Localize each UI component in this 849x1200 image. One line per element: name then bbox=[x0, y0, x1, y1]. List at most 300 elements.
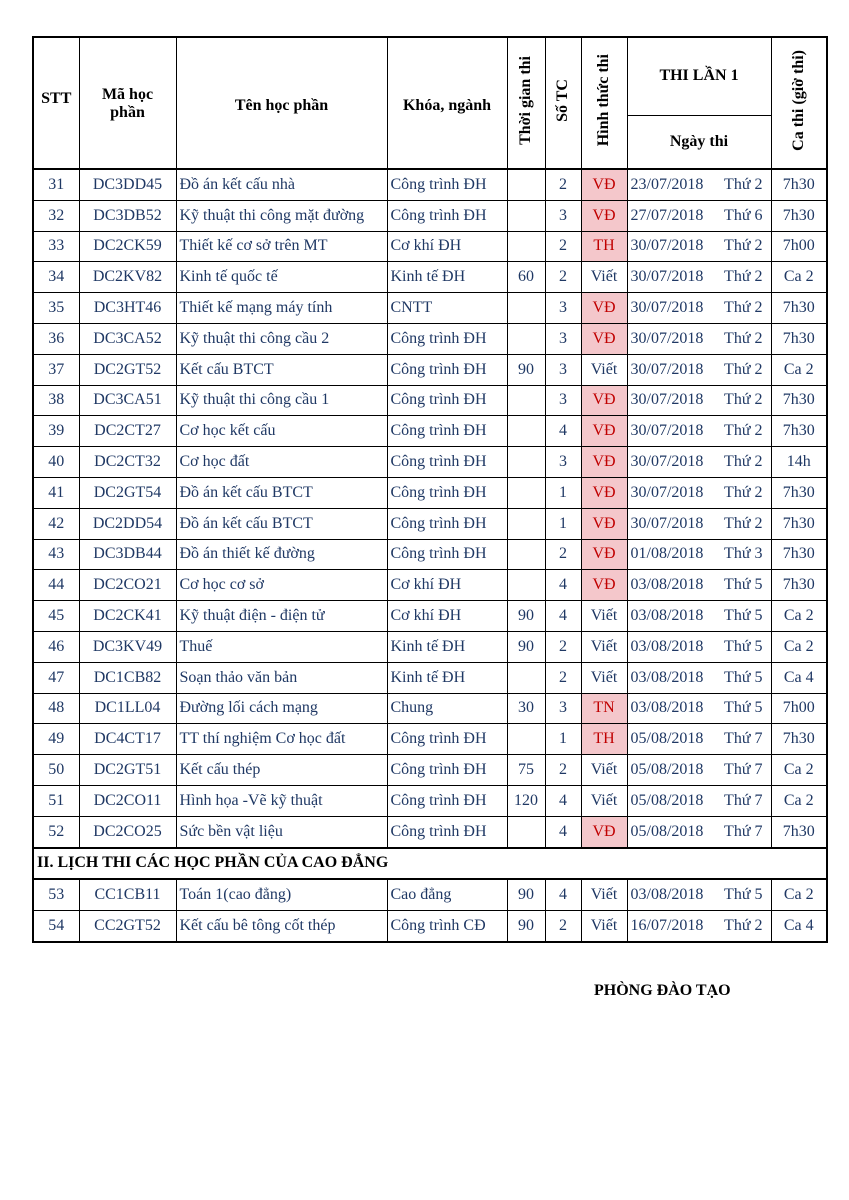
cell-ca-thi: 7h30 bbox=[771, 508, 827, 539]
cell-so-tc: 2 bbox=[545, 755, 581, 786]
cell-stt: 51 bbox=[33, 785, 79, 816]
cell-ngay-thi bbox=[627, 323, 771, 354]
cell-so-tc: 3 bbox=[545, 447, 581, 478]
cell-ma-hoc-phan: DC3HT46 bbox=[79, 293, 176, 324]
cell-ca-thi: Ca 2 bbox=[771, 601, 827, 632]
cell-khoa-nganh: Công trình ĐH bbox=[387, 816, 507, 847]
cell-khoa-nganh: Công trình ĐH bbox=[387, 477, 507, 508]
cell-ngay-thi bbox=[627, 262, 771, 293]
exam-date: 16/07/2018 bbox=[630, 917, 704, 935]
cell-so-tc: 3 bbox=[545, 354, 581, 385]
cell-ma-hoc-phan: DC2CO25 bbox=[79, 816, 176, 847]
cell-ten-hoc-phan: Đồ án kết cấu BTCT bbox=[176, 477, 387, 508]
cell-thoi-gian bbox=[507, 231, 545, 262]
cell-hinh-thuc: VĐ bbox=[581, 477, 627, 508]
cell-hinh-thuc: Viết bbox=[581, 662, 627, 693]
cell-stt: 34 bbox=[33, 262, 79, 293]
exam-weekday: Thứ 2 bbox=[724, 514, 763, 532]
cell-thoi-gian bbox=[507, 724, 545, 755]
exam-weekday: Thứ 7 bbox=[724, 822, 763, 840]
cell-thoi-gian bbox=[507, 293, 545, 324]
cell-hinh-thuc: VĐ bbox=[581, 323, 627, 354]
cell-stt: 41 bbox=[33, 477, 79, 508]
cell-ngay-thi bbox=[627, 785, 771, 816]
cell-stt: 52 bbox=[33, 816, 79, 847]
cell-ma-hoc-phan: DC3KV49 bbox=[79, 631, 176, 662]
cell-ngay-thi bbox=[627, 879, 771, 910]
exam-date: 30/07/2018 bbox=[630, 422, 704, 440]
table-row bbox=[33, 693, 827, 724]
cell-ma-hoc-phan: CC1CB11 bbox=[79, 879, 176, 910]
cell-ten-hoc-phan: Kết cấu bê tông cốt thép bbox=[176, 911, 387, 942]
cell-hinh-thuc: VĐ bbox=[581, 385, 627, 416]
cell-ma-hoc-phan: DC3CA51 bbox=[79, 385, 176, 416]
cell-ngay-thi bbox=[627, 477, 771, 508]
exam-date: 30/07/2018 bbox=[630, 299, 704, 317]
cell-thoi-gian: 75 bbox=[507, 755, 545, 786]
cell-stt: 33 bbox=[33, 231, 79, 262]
cell-thoi-gian bbox=[507, 539, 545, 570]
cell-ma-hoc-phan: DC3DB52 bbox=[79, 200, 176, 231]
cell-khoa-nganh: Cơ khí ĐH bbox=[387, 231, 507, 262]
cell-ca-thi: Ca 2 bbox=[771, 631, 827, 662]
exam-date: 30/07/2018 bbox=[630, 483, 704, 501]
exam-date: 30/07/2018 bbox=[630, 360, 704, 378]
cell-ma-hoc-phan: DC2CT27 bbox=[79, 416, 176, 447]
cell-thoi-gian bbox=[507, 323, 545, 354]
cell-ca-thi: 7h30 bbox=[771, 169, 827, 200]
exam-weekday: Thứ 3 bbox=[724, 545, 763, 563]
exam-weekday: Thứ 2 bbox=[724, 453, 763, 471]
cell-thoi-gian: 90 bbox=[507, 631, 545, 662]
cell-ten-hoc-phan: Kỹ thuật thi công mặt đường bbox=[176, 200, 387, 231]
cell-khoa-nganh: Kinh tế ĐH bbox=[387, 662, 507, 693]
exam-date: 05/08/2018 bbox=[630, 791, 704, 809]
cell-ma-hoc-phan: DC2CO21 bbox=[79, 570, 176, 601]
cell-ma-hoc-phan: DC1CB82 bbox=[79, 662, 176, 693]
cell-ma-hoc-phan: DC1LL04 bbox=[79, 693, 176, 724]
exam-weekday: Thứ 5 bbox=[724, 699, 763, 717]
exam-weekday: Thứ 5 bbox=[724, 668, 763, 686]
cell-ngay-thi bbox=[627, 354, 771, 385]
cell-ca-thi: Ca 2 bbox=[771, 262, 827, 293]
exam-weekday: Thứ 5 bbox=[724, 607, 763, 625]
cell-ten-hoc-phan: Kỹ thuật điện - điện tử bbox=[176, 601, 387, 632]
exam-weekday: Thứ 2 bbox=[724, 268, 763, 286]
cell-hinh-thuc: Viết bbox=[581, 879, 627, 910]
cell-hinh-thuc: Viết bbox=[581, 601, 627, 632]
cell-ngay-thi bbox=[627, 816, 771, 847]
cell-so-tc: 3 bbox=[545, 693, 581, 724]
exam-weekday: Thứ 2 bbox=[724, 483, 763, 501]
table-row bbox=[33, 570, 827, 601]
exam-date: 23/07/2018 bbox=[630, 175, 704, 193]
cell-ca-thi: 7h30 bbox=[771, 200, 827, 231]
cell-hinh-thuc: Viết bbox=[581, 911, 627, 942]
cell-ngay-thi bbox=[627, 911, 771, 942]
cell-ca-thi: 7h30 bbox=[771, 570, 827, 601]
cell-ten-hoc-phan: Sức bền vật liệu bbox=[176, 816, 387, 847]
exam-weekday: Thứ 2 bbox=[724, 175, 763, 193]
cell-so-tc: 1 bbox=[545, 508, 581, 539]
exam-weekday: Thứ 2 bbox=[724, 391, 763, 409]
cell-khoa-nganh: Công trình ĐH bbox=[387, 354, 507, 385]
cell-so-tc: 2 bbox=[545, 662, 581, 693]
cell-thoi-gian: 90 bbox=[507, 601, 545, 632]
cell-so-tc: 3 bbox=[545, 200, 581, 231]
exam-date: 01/08/2018 bbox=[630, 545, 704, 563]
cell-stt: 36 bbox=[33, 323, 79, 354]
cell-thoi-gian bbox=[507, 508, 545, 539]
header-hinh-thuc-thi: Hình thức thi bbox=[581, 37, 627, 169]
table-row bbox=[33, 508, 827, 539]
cell-thoi-gian: 60 bbox=[507, 262, 545, 293]
cell-so-tc: 3 bbox=[545, 293, 581, 324]
exam-date: 03/08/2018 bbox=[630, 607, 704, 625]
cell-ten-hoc-phan: Kết cấu BTCT bbox=[176, 354, 387, 385]
exam-weekday: Thứ 2 bbox=[724, 422, 763, 440]
cell-thoi-gian: 90 bbox=[507, 911, 545, 942]
cell-so-tc: 2 bbox=[545, 169, 581, 200]
cell-stt: 38 bbox=[33, 385, 79, 416]
table-row bbox=[33, 200, 827, 231]
header-ca-thi: Ca thi (giờ thi) bbox=[771, 37, 827, 169]
cell-ca-thi: Ca 4 bbox=[771, 662, 827, 693]
exam-weekday: Thứ 2 bbox=[724, 360, 763, 378]
cell-ngay-thi bbox=[627, 693, 771, 724]
exam-date: 03/08/2018 bbox=[630, 668, 704, 686]
exam-date: 03/08/2018 bbox=[630, 637, 704, 655]
cell-thoi-gian bbox=[507, 169, 545, 200]
cell-ca-thi: 7h30 bbox=[771, 323, 827, 354]
cell-ca-thi: 7h30 bbox=[771, 724, 827, 755]
table-row bbox=[33, 539, 827, 570]
cell-hinh-thuc: Viết bbox=[581, 631, 627, 662]
cell-ca-thi: 7h30 bbox=[771, 416, 827, 447]
table-row bbox=[33, 416, 827, 447]
cell-khoa-nganh: Công trình ĐH bbox=[387, 200, 507, 231]
cell-ngay-thi bbox=[627, 539, 771, 570]
exam-date: 05/08/2018 bbox=[630, 730, 704, 748]
header-khoa-nganh: Khóa, ngành bbox=[387, 37, 507, 169]
cell-so-tc: 2 bbox=[545, 631, 581, 662]
cell-khoa-nganh: Công trình ĐH bbox=[387, 724, 507, 755]
cell-hinh-thuc: TH bbox=[581, 231, 627, 262]
cell-ten-hoc-phan: Đường lối cách mạng bbox=[176, 693, 387, 724]
table-row bbox=[33, 231, 827, 262]
cell-stt: 40 bbox=[33, 447, 79, 478]
cell-so-tc: 4 bbox=[545, 879, 581, 910]
exam-weekday: Thứ 2 bbox=[724, 329, 763, 347]
exam-date: 30/07/2018 bbox=[630, 391, 704, 409]
exam-weekday: Thứ 5 bbox=[724, 637, 763, 655]
cell-ten-hoc-phan: Hình họa -Vẽ kỹ thuật bbox=[176, 785, 387, 816]
footer-signature: PHÒNG ĐÀO TẠO bbox=[594, 982, 731, 999]
cell-ngay-thi bbox=[627, 200, 771, 231]
cell-so-tc: 4 bbox=[545, 570, 581, 601]
table-row bbox=[33, 631, 827, 662]
exam-date: 30/07/2018 bbox=[630, 268, 704, 286]
cell-thoi-gian: 120 bbox=[507, 785, 545, 816]
table-row bbox=[33, 785, 827, 816]
cell-thoi-gian bbox=[507, 570, 545, 601]
table-row bbox=[33, 323, 827, 354]
cell-ten-hoc-phan: Cơ học cơ sở bbox=[176, 570, 387, 601]
cell-ngay-thi bbox=[627, 169, 771, 200]
cell-hinh-thuc: TH bbox=[581, 724, 627, 755]
table-row bbox=[33, 354, 827, 385]
cell-hinh-thuc: VĐ bbox=[581, 200, 627, 231]
cell-hinh-thuc: VĐ bbox=[581, 816, 627, 847]
cell-stt: 31 bbox=[33, 169, 79, 200]
cell-stt: 42 bbox=[33, 508, 79, 539]
cell-thoi-gian: 90 bbox=[507, 354, 545, 385]
cell-ma-hoc-phan: DC2CO11 bbox=[79, 785, 176, 816]
cell-ma-hoc-phan: DC3DB44 bbox=[79, 539, 176, 570]
cell-hinh-thuc: Viết bbox=[581, 755, 627, 786]
table-row bbox=[33, 724, 827, 755]
cell-ca-thi: 7h30 bbox=[771, 816, 827, 847]
cell-stt: 48 bbox=[33, 693, 79, 724]
header-thoi-gian-thi: Thời gian thi bbox=[507, 37, 545, 169]
cell-khoa-nganh: Công trình ĐH bbox=[387, 323, 507, 354]
cell-stt: 32 bbox=[33, 200, 79, 231]
cell-khoa-nganh: Công trình ĐH bbox=[387, 508, 507, 539]
cell-ten-hoc-phan: Thiết kế mạng máy tính bbox=[176, 293, 387, 324]
cell-ca-thi: Ca 4 bbox=[771, 911, 827, 942]
cell-so-tc: 1 bbox=[545, 724, 581, 755]
cell-so-tc: 4 bbox=[545, 416, 581, 447]
cell-ten-hoc-phan: Kinh tế quốc tế bbox=[176, 262, 387, 293]
cell-so-tc: 4 bbox=[545, 601, 581, 632]
cell-hinh-thuc: VĐ bbox=[581, 447, 627, 478]
cell-hinh-thuc: VĐ bbox=[581, 169, 627, 200]
cell-ngay-thi bbox=[627, 570, 771, 601]
cell-khoa-nganh: Công trình ĐH bbox=[387, 539, 507, 570]
cell-ma-hoc-phan: DC2GT54 bbox=[79, 477, 176, 508]
cell-ca-thi: Ca 2 bbox=[771, 879, 827, 910]
cell-khoa-nganh: Công trình ĐH bbox=[387, 169, 507, 200]
cell-thoi-gian bbox=[507, 477, 545, 508]
cell-ten-hoc-phan: Cơ học kết cấu bbox=[176, 416, 387, 447]
cell-hinh-thuc: VĐ bbox=[581, 508, 627, 539]
cell-thoi-gian bbox=[507, 385, 545, 416]
cell-ma-hoc-phan: DC2GT52 bbox=[79, 354, 176, 385]
cell-stt: 50 bbox=[33, 755, 79, 786]
cell-so-tc: 4 bbox=[545, 816, 581, 847]
cell-khoa-nganh: Kinh tế ĐH bbox=[387, 631, 507, 662]
cell-ma-hoc-phan: CC2GT52 bbox=[79, 911, 176, 942]
exam-schedule-table bbox=[32, 36, 828, 943]
cell-ngay-thi bbox=[627, 755, 771, 786]
table-row bbox=[33, 879, 827, 910]
exam-date: 30/07/2018 bbox=[630, 329, 704, 347]
cell-ma-hoc-phan: DC4CT17 bbox=[79, 724, 176, 755]
header-ma-hoc-phan: Mã học phần bbox=[79, 37, 176, 169]
table-row bbox=[33, 169, 827, 200]
cell-stt: 44 bbox=[33, 570, 79, 601]
exam-date: 30/07/2018 bbox=[630, 453, 704, 471]
section-title: II. LỊCH THI CÁC HỌC PHẦN CỦA CAO ĐẲNG bbox=[33, 848, 827, 880]
cell-stt: 43 bbox=[33, 539, 79, 570]
cell-ma-hoc-phan: DC2CK59 bbox=[79, 231, 176, 262]
cell-thoi-gian bbox=[507, 447, 545, 478]
cell-ma-hoc-phan: DC3DD45 bbox=[79, 169, 176, 200]
cell-so-tc: 4 bbox=[545, 785, 581, 816]
cell-ngay-thi bbox=[627, 631, 771, 662]
cell-stt: 47 bbox=[33, 662, 79, 693]
cell-ma-hoc-phan: DC2DD54 bbox=[79, 508, 176, 539]
header-ngay-thi: Ngày thi bbox=[627, 115, 771, 169]
cell-thoi-gian bbox=[507, 200, 545, 231]
table-row bbox=[33, 755, 827, 786]
exam-date: 03/08/2018 bbox=[630, 576, 704, 594]
cell-ten-hoc-phan: Kết cấu thép bbox=[176, 755, 387, 786]
cell-thoi-gian bbox=[507, 662, 545, 693]
cell-ngay-thi bbox=[627, 662, 771, 693]
cell-hinh-thuc: TN bbox=[581, 693, 627, 724]
cell-khoa-nganh: Cao đẳng bbox=[387, 879, 507, 910]
cell-thoi-gian: 90 bbox=[507, 879, 545, 910]
header-thi-lan-1: THI LẦN 1 bbox=[627, 37, 771, 115]
cell-so-tc: 2 bbox=[545, 539, 581, 570]
exam-date: 30/07/2018 bbox=[630, 237, 704, 255]
cell-ten-hoc-phan: Đồ án kết cấu nhà bbox=[176, 169, 387, 200]
header-so-tc: Số TC bbox=[545, 37, 581, 169]
cell-stt: 54 bbox=[33, 911, 79, 942]
cell-ngay-thi bbox=[627, 231, 771, 262]
cell-khoa-nganh: CNTT bbox=[387, 293, 507, 324]
cell-ca-thi: 7h30 bbox=[771, 539, 827, 570]
cell-khoa-nganh: Cơ khí ĐH bbox=[387, 570, 507, 601]
cell-ten-hoc-phan: Thuế bbox=[176, 631, 387, 662]
cell-khoa-nganh: Công trình CĐ bbox=[387, 911, 507, 942]
exam-date: 03/08/2018 bbox=[630, 699, 704, 717]
cell-hinh-thuc: VĐ bbox=[581, 539, 627, 570]
exam-weekday: Thứ 2 bbox=[724, 917, 763, 935]
exam-date: 30/07/2018 bbox=[630, 514, 704, 532]
cell-ten-hoc-phan: Đồ án kết cấu BTCT bbox=[176, 508, 387, 539]
cell-ten-hoc-phan: Cơ học đất bbox=[176, 447, 387, 478]
cell-ca-thi: 7h00 bbox=[771, 693, 827, 724]
cell-thoi-gian bbox=[507, 416, 545, 447]
exam-weekday: Thứ 6 bbox=[724, 206, 763, 224]
cell-ngay-thi bbox=[627, 385, 771, 416]
cell-khoa-nganh: Kinh tế ĐH bbox=[387, 262, 507, 293]
exam-weekday: Thứ 7 bbox=[724, 761, 763, 779]
cell-so-tc: 2 bbox=[545, 262, 581, 293]
section-row bbox=[33, 848, 827, 880]
header-stt: STT bbox=[33, 37, 79, 169]
cell-ca-thi: Ca 2 bbox=[771, 354, 827, 385]
cell-khoa-nganh: Công trình ĐH bbox=[387, 755, 507, 786]
cell-hinh-thuc: VĐ bbox=[581, 416, 627, 447]
exam-weekday: Thứ 2 bbox=[724, 299, 763, 317]
cell-ngay-thi bbox=[627, 447, 771, 478]
cell-ten-hoc-phan: Đồ án thiết kế đường bbox=[176, 539, 387, 570]
cell-ca-thi: 7h00 bbox=[771, 231, 827, 262]
exam-weekday: Thứ 5 bbox=[724, 886, 763, 904]
cell-ten-hoc-phan: Thiết kế cơ sở trên MT bbox=[176, 231, 387, 262]
cell-stt: 39 bbox=[33, 416, 79, 447]
cell-ca-thi: 14h bbox=[771, 447, 827, 478]
cell-so-tc: 2 bbox=[545, 231, 581, 262]
cell-khoa-nganh: Công trình ĐH bbox=[387, 385, 507, 416]
table-row bbox=[33, 477, 827, 508]
cell-ngay-thi bbox=[627, 293, 771, 324]
table-row bbox=[33, 911, 827, 942]
cell-ten-hoc-phan: TT thí nghiệm Cơ học đất bbox=[176, 724, 387, 755]
cell-ca-thi: Ca 2 bbox=[771, 755, 827, 786]
table-row bbox=[33, 601, 827, 632]
cell-ca-thi: 7h30 bbox=[771, 477, 827, 508]
exam-weekday: Thứ 7 bbox=[724, 730, 763, 748]
cell-khoa-nganh: Công trình ĐH bbox=[387, 447, 507, 478]
exam-weekday: Thứ 7 bbox=[724, 791, 763, 809]
cell-ten-hoc-phan: Kỹ thuật thi công cầu 1 bbox=[176, 385, 387, 416]
table-row bbox=[33, 662, 827, 693]
cell-hinh-thuc: Viết bbox=[581, 354, 627, 385]
cell-stt: 46 bbox=[33, 631, 79, 662]
exam-date: 27/07/2018 bbox=[630, 206, 704, 224]
cell-ten-hoc-phan: Kỹ thuật thi công cầu 2 bbox=[176, 323, 387, 354]
exam-date: 03/08/2018 bbox=[630, 886, 704, 904]
table-row bbox=[33, 447, 827, 478]
cell-ten-hoc-phan: Toán 1(cao đẳng) bbox=[176, 879, 387, 910]
cell-khoa-nganh: Cơ khí ĐH bbox=[387, 601, 507, 632]
cell-ten-hoc-phan: Soạn thảo văn bản bbox=[176, 662, 387, 693]
cell-ngay-thi bbox=[627, 416, 771, 447]
header-ten-hoc-phan: Tên học phần bbox=[176, 37, 387, 169]
cell-khoa-nganh: Công trình ĐH bbox=[387, 416, 507, 447]
cell-thoi-gian: 30 bbox=[507, 693, 545, 724]
cell-ngay-thi bbox=[627, 601, 771, 632]
cell-ca-thi: 7h30 bbox=[771, 385, 827, 416]
cell-stt: 45 bbox=[33, 601, 79, 632]
cell-ca-thi: 7h30 bbox=[771, 293, 827, 324]
cell-so-tc: 3 bbox=[545, 385, 581, 416]
cell-stt: 35 bbox=[33, 293, 79, 324]
cell-hinh-thuc: VĐ bbox=[581, 293, 627, 324]
cell-ca-thi: Ca 2 bbox=[771, 785, 827, 816]
cell-hinh-thuc: Viết bbox=[581, 785, 627, 816]
cell-ma-hoc-phan: DC2GT51 bbox=[79, 755, 176, 786]
exam-date: 05/08/2018 bbox=[630, 761, 704, 779]
table-row bbox=[33, 293, 827, 324]
table-row bbox=[33, 385, 827, 416]
cell-so-tc: 2 bbox=[545, 911, 581, 942]
cell-thoi-gian bbox=[507, 816, 545, 847]
cell-ma-hoc-phan: DC2KV82 bbox=[79, 262, 176, 293]
cell-so-tc: 1 bbox=[545, 477, 581, 508]
cell-ngay-thi bbox=[627, 508, 771, 539]
cell-hinh-thuc: VĐ bbox=[581, 570, 627, 601]
cell-khoa-nganh: Công trình ĐH bbox=[387, 785, 507, 816]
cell-ma-hoc-phan: DC2CK41 bbox=[79, 601, 176, 632]
exam-weekday: Thứ 5 bbox=[724, 576, 763, 594]
cell-stt: 49 bbox=[33, 724, 79, 755]
cell-ma-hoc-phan: DC3CA52 bbox=[79, 323, 176, 354]
cell-stt: 37 bbox=[33, 354, 79, 385]
cell-stt: 53 bbox=[33, 879, 79, 910]
table-row bbox=[33, 816, 827, 847]
cell-khoa-nganh: Chung bbox=[387, 693, 507, 724]
cell-so-tc: 3 bbox=[545, 323, 581, 354]
cell-ma-hoc-phan: DC2CT32 bbox=[79, 447, 176, 478]
cell-ngay-thi bbox=[627, 724, 771, 755]
exam-weekday: Thứ 2 bbox=[724, 237, 763, 255]
cell-hinh-thuc: Viết bbox=[581, 262, 627, 293]
